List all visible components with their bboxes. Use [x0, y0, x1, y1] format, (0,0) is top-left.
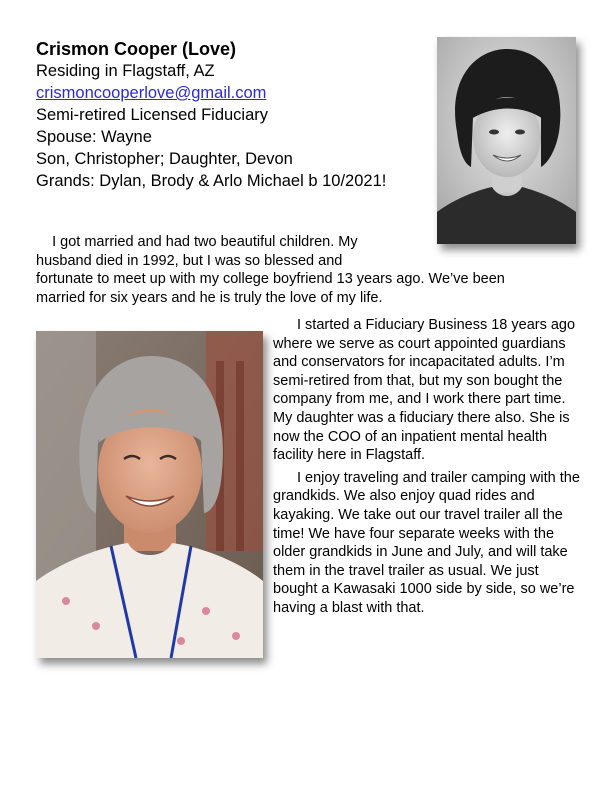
profile-header: [36, 38, 436, 192]
story-line: husband died in 1992, but I was so blessed and: [36, 252, 343, 269]
yearbook-photo: [437, 37, 576, 244]
story-line: I got married and had two beautiful children. My: [36, 234, 358, 250]
residence-line: Residing in Flagstaff, AZ: [36, 62, 215, 80]
story-paragraph-3: I enjoy traveling and trailer camping with the grandkids. We also enjoy quad rides and kayaking. We take out our travel trailer all the time! We have four separate weeks with the older grandkids in June and July, and will take them in the travel trailer as usual. We just bought a Kawasaki 1000 side by side, so we’re having a blast with that.: [273, 469, 580, 616]
story-paragraph-2: I started a Fiduciary Business 18 years ago where we serve as court appointed guardians and conservators for incapacitated adults. I’m semi-retired from that, but my son bought the company from me, and I work there part time. My daughter was a fiduciary there also. She is now the COO of an inpatient mental health facility here in Flagstaff.: [273, 317, 576, 464]
story-paragraph-1: [36, 233, 596, 307]
children-line: Son, Christopher; Daughter, Devon: [36, 150, 293, 168]
email-link[interactable]: crismoncooperlove@gmail.com: [36, 84, 267, 102]
occupation-line: Semi-retired Licensed Fiduciary: [36, 106, 269, 124]
grands-line: Grands: Dylan, Brody & Arlo Michael b 10/2021!: [36, 172, 387, 190]
story-line: fortunate to meet up with my college boyfriend 13 years ago. We’ve been: [36, 271, 505, 288]
story-line: married for six years and he is truly the love of my life.: [36, 289, 383, 306]
spouse-line: Spouse: Wayne: [36, 128, 152, 146]
person-name: Crismon Cooper (Love): [36, 39, 237, 59]
current-photo: [36, 331, 263, 658]
story-right-column: [273, 316, 583, 622]
